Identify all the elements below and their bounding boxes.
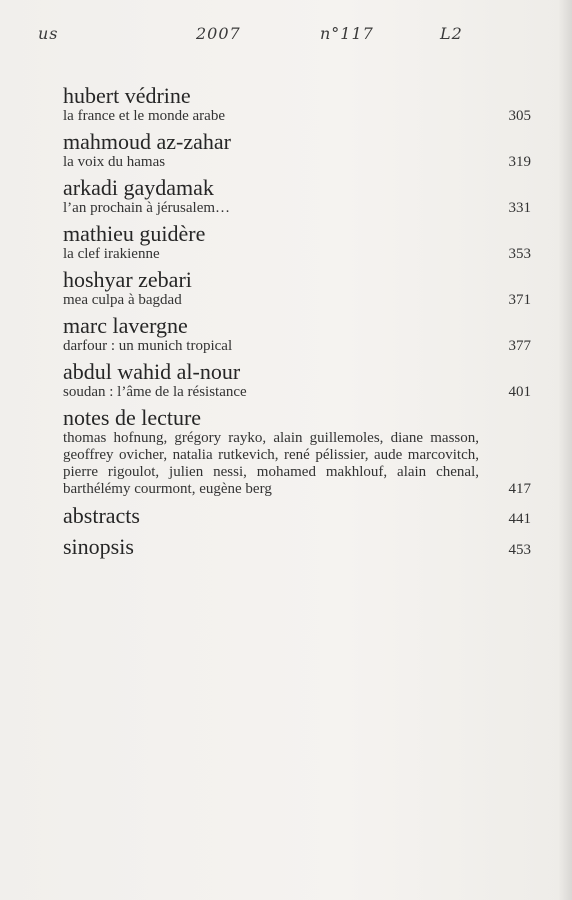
entry-subtitle: la voix du hamas (63, 154, 166, 170)
toc-entry-gaydamak (63, 176, 531, 217)
entry-page-number: 377 (508, 338, 531, 354)
toc-entry-abstracts (63, 503, 531, 529)
handwritten-note-4: L2 (440, 24, 463, 43)
entry-author: hubert védrine (63, 83, 191, 108)
entry-author: abdul wahid al-nour (63, 359, 241, 384)
entry-subtitle: darfour : un munich tropical (63, 338, 233, 354)
entry-author: hoshyar zebari (63, 267, 192, 292)
notes-page-number: 417 (508, 481, 531, 497)
entry-subtitle: soudan : l’âme de la résistance (63, 384, 247, 400)
toc-entry-zebari (63, 268, 531, 309)
entry-row (63, 108, 531, 125)
entry-row (63, 154, 531, 171)
toc-entry-az-zahar (63, 130, 531, 171)
toc-entry-vedrine (63, 84, 531, 125)
toc-entry-guidere (63, 222, 531, 263)
entry-author: mahmoud az-zahar (63, 129, 231, 154)
abstracts-title: abstracts (63, 503, 140, 528)
table-of-contents (63, 84, 531, 565)
entry-page-number: 401 (508, 384, 531, 400)
toc-entry-al-nour (63, 360, 531, 401)
notes-contributors: thomas hofnung, grégory rayko, alain guillemoles, diane masson, geoffrey ovicher, natalia rutkevich, rené pélissier, aude marcovitch, pierre rigoulot, julien nessi, mohamed makhlouf, alain chenal, barthélémy courmont, eugène berg (63, 430, 479, 497)
entry-subtitle: la france et le monde arabe (63, 108, 225, 124)
handwritten-note-3: n°117 (320, 24, 374, 43)
entry-row (63, 338, 531, 355)
entry-page-number: 319 (508, 154, 531, 170)
handwritten-note-2: 2007 (196, 24, 241, 43)
entry-author: mathieu guidère (63, 221, 206, 246)
entry-subtitle: l’an prochain à jérusalem… (63, 200, 231, 216)
notes-row (63, 430, 531, 498)
entry-subtitle: mea culpa à bagdad (63, 292, 182, 308)
entry-row (63, 292, 531, 309)
entry-author: marc lavergne (63, 313, 188, 338)
notes-title: notes de lecture (63, 405, 202, 430)
toc-entry-notes-de-lecture (63, 406, 531, 498)
entry-page-number: 305 (508, 108, 531, 124)
entry-row (63, 246, 531, 263)
toc-entry-lavergne (63, 314, 531, 355)
page-edge-shadow (558, 0, 572, 900)
handwritten-note-1: us (38, 24, 59, 43)
entry-subtitle: la clef irakienne (63, 246, 160, 262)
entry-page-number: 331 (508, 200, 531, 216)
toc-entry-sinopsis (63, 534, 531, 560)
sinopsis-title: sinopsis (63, 534, 134, 559)
abstracts-page-number: 441 (508, 511, 531, 527)
sinopsis-page-number: 453 (508, 542, 531, 558)
entry-page-number: 353 (508, 246, 531, 262)
handwritten-notes (0, 14, 572, 54)
entry-row (63, 200, 531, 217)
entry-page-number: 371 (508, 292, 531, 308)
entry-row (63, 384, 531, 401)
entry-author: arkadi gaydamak (63, 175, 214, 200)
